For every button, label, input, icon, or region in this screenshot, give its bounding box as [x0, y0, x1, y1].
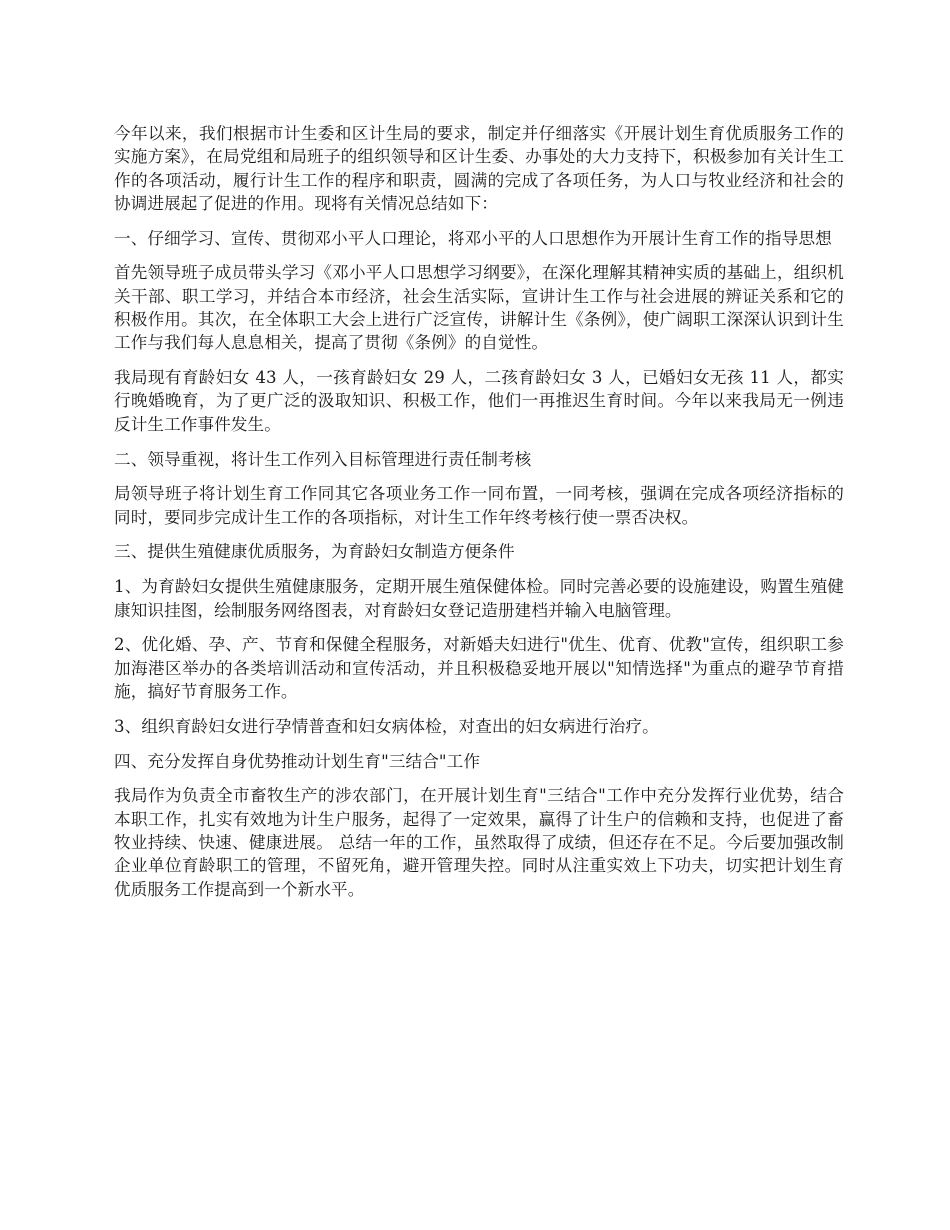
- section-heading-4: 四、充分发挥自身优势推动计划生育"三结合"工作: [114, 751, 481, 771]
- section-heading-3: 三、提供生殖健康优质服务，为育龄妇女制造方便条件: [114, 542, 515, 562]
- document-body: [114, 122, 844, 912]
- section-2-paragraph: 局领导班子将计划生育工作同其它各项业务工作一同布置，一同考核，强调在完成各项经济指标的同时，要同步完成计生工作的各项指标，对计生工作年终考核行使一票否决权。: [114, 484, 844, 527]
- statistics-paragraph: 我局现有育龄妇女 43 人，一孩育龄妇女 29 人，二孩育龄妇女 3 人，已婚妇女无孩 11 人，都实行晚婚晚育，为了更广泛的汲取知识、积极工作，他们一再推迟生育时间。今年以来我局无一例违反计生工作事件发生。: [114, 368, 844, 434]
- section-heading-1: 一、仔细学习、宣传、贯彻邓小平人口理论，将邓小平的人口思想作为开展计生育工作的指导思想: [114, 228, 832, 248]
- section-3-item-3: 3、组织育龄妇女进行孕情普查和妇女病体检，对查出的妇女病进行治疗。: [114, 716, 659, 736]
- section-3-item-1: 1、为育龄妇女提供生殖健康服务，定期开展生殖保健体检。同时完善必要的设施建设，购置生殖健康知识挂图，绘制服务网络图表，对育龄妇女登记造册建档并输入电脑管理。: [114, 577, 844, 620]
- section-1-paragraph: 首先领导班子成员带头学习《邓小平人口思想学习纲要》，在深化理解其精神实质的基础上，组织机关干部、职工学习，并结合本市经济，社会生活实际，宣讲计生工作与社会进展的辨证关系和它的积极作用。其次，在全体职工大会上进行广泛宣传，讲解计生《条例》，使广阔职工深深认识到计生工作与我们每人息息相关，提高了贯彻《条例》的自觉性。: [114, 263, 844, 353]
- section-3-item-2: 2、优化婚、孕、产、节育和保健全程服务，对新婚夫妇进行"优生、优育、优教"宣传，组织职工参加海港区举办的各类培训活动和宣传活动，并且积极稳妥地开展以"知情选择"为重点的避孕节育措施，搞好节育服务工作。: [114, 635, 844, 701]
- intro-paragraph: 今年以来，我们根据市计生委和区计生局的要求，制定并仔细落实《开展计划生育优质服务工作的实施方案》，在局党组和局班子的组织领导和区计生委、办事处的大力支持下，积极参加有关计生工作的各项活动，履行计生工作的程序和职责，圆满的完成了各项任务，为人口与牧业经济和社会的协调进展起了促进的作用。现将有关情况总结如下：: [114, 124, 844, 213]
- section-heading-2: 二、领导重视，将计生工作列入目标管理进行责任制考核: [114, 449, 532, 469]
- section-4-paragraph: 我局作为负责全市畜牧生产的涉农部门，在开展计划生育"三结合"工作中充分发挥行业优势，结合本职工作，扎实有效地为计生户服务，起得了一定效果，赢得了计生户的信赖和支持，也促进了畜牧业持续、快速、健康进展。 总结一年的工作，虽然取得了成绩，但还存在不足。今后要加强改制企业单位育龄职工的管理，不留死角，避开管理失控。同时从注重实效上下功夫，切实把计划生育优质服务工作提高到一个新水平。: [114, 786, 844, 899]
